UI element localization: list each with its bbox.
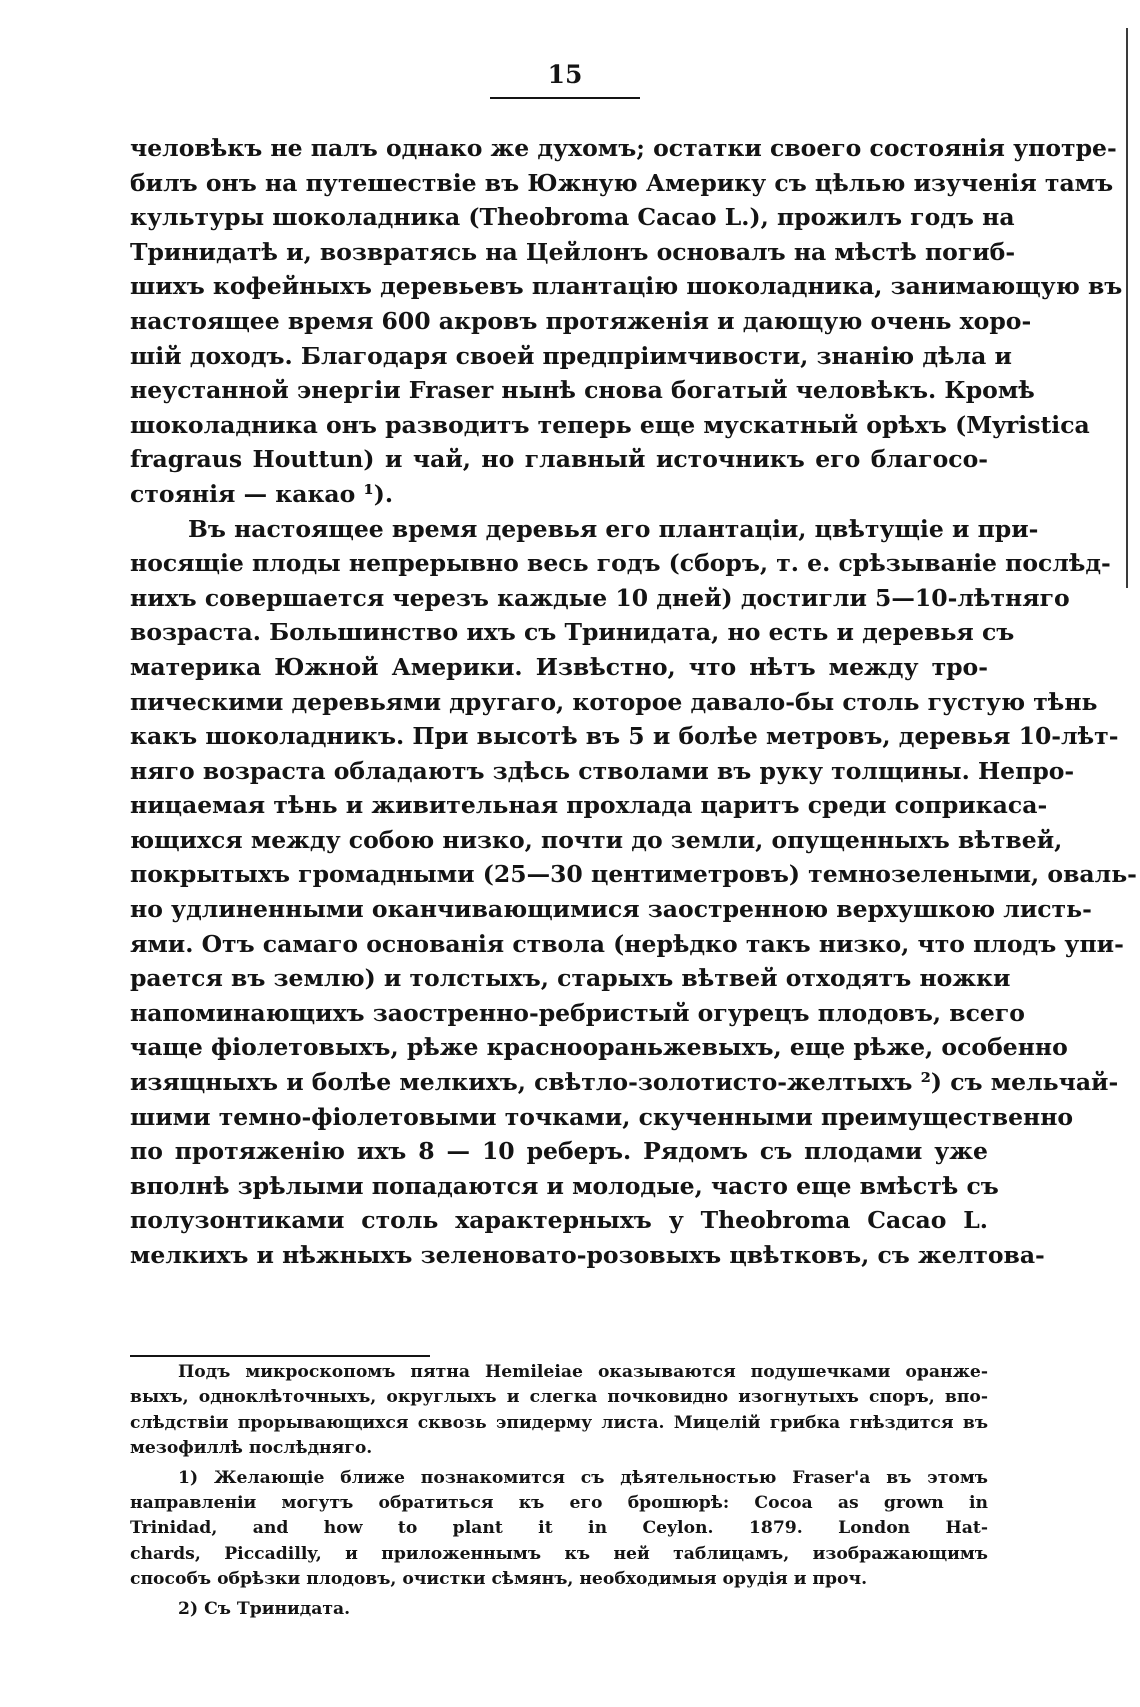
- body-line: напоминающихъ заостренно-ребристый огурецъ плодовъ, всего: [130, 998, 1025, 1027]
- body-line: вполнѣ зрѣлыми попадаются и молодые, часто еще вмѣстѣ съ: [130, 1171, 999, 1200]
- footnote-line: направленіи могутъ обратиться къ его брошюрѣ: Cocoa as grown in: [130, 1492, 988, 1513]
- body-text: [130, 131, 1137, 1273]
- footnote-divider: [130, 1355, 430, 1357]
- footnote-line: 1) Желающіе ближе познакомится съ дѣятельностью Fraser'а въ этомъ: [178, 1467, 988, 1488]
- footnote-line: Trinidad, and how to plant it in Ceylon. 1879. London Hat-: [130, 1518, 988, 1539]
- body-line: рается въ землю) и толстыхъ, старыхъ вѣтвей отходятъ ножки: [130, 964, 1011, 993]
- page-number: 15: [490, 60, 640, 99]
- body-line: возраста. Большинство ихъ съ Тринидата, но есть и деревья съ: [130, 618, 1015, 647]
- scan-edge-line: [1126, 28, 1128, 588]
- body-line: Тринидатѣ и, возвратясь на Цейлонъ основалъ на мѣстѣ погиб-: [130, 237, 1016, 266]
- body-line: пическими деревьями другаго, которое давало-бы столь густую тѣнь: [130, 687, 1098, 716]
- body-line: материка Южной Америки. Извѣстно, что нѣтъ между тро-: [130, 652, 988, 681]
- body-line: шій доходъ. Благодаря своей предпріимчивости, знанію дѣла и: [130, 341, 1012, 370]
- body-line: ями. Отъ самаго основанія ствола (нерѣдко такъ низко, что плодъ упи-: [130, 929, 1124, 958]
- body-line: шими темно-фіолетовыми точками, скученными преимущественно: [130, 1102, 1074, 1131]
- body-line: мелкихъ и нѣжныхъ зеленовато-розовыхъ цвѣтковъ, съ желтова-: [130, 1241, 1045, 1269]
- body-line: по протяженію ихъ 8 — 10 реберъ. Рядомъ съ плодами уже: [130, 1137, 988, 1166]
- footnote-line: выхъ, одноклѣточныхъ, округлыхъ и слегка почковидно изогнутыхъ споръ, впо-: [130, 1387, 988, 1408]
- body-line: fragraus Houttun) и чай, но главный источникъ его благосо-: [130, 445, 988, 474]
- body-line: покрытыхъ громадными (25—30 центиметровъ) темнозелеными, оваль-: [130, 860, 1137, 889]
- body-line: человѣкъ не палъ однако же духомъ; остатки своего состоянія употре-: [130, 134, 1117, 162]
- body-line: шихъ кофейныхъ деревьевъ плантацію шоколадника, занимающую въ: [130, 272, 1123, 301]
- body-line: ницаемая тѣнь и живительная прохлада царитъ среди соприкаса-: [130, 791, 1048, 820]
- body-line: какъ шоколадникъ. При высотѣ въ 5 и болѣе метровъ, деревья 10-лѣт-: [130, 722, 1119, 751]
- footnote-line: слѣдствіи прорывающихся сквозь эпидерму листа. Мицелій грибка гнѣздится въ: [130, 1412, 988, 1433]
- body-line: носящіе плоды непрерывно весь годъ (сборъ, т. е. срѣзываніе послѣд-: [130, 549, 1111, 578]
- footnotes: [130, 1360, 988, 1622]
- body-line: чаще фіолетовыхъ, рѣже красноораньжевыхъ, еще рѣже, особенно: [130, 1033, 1068, 1062]
- body-line: билъ онъ на путешествіе въ Южную Америку съ цѣлью изученія тамъ: [130, 168, 1114, 197]
- body-line: неустанной энергіи Fraser нынѣ снова богатый человѣкъ. Кромѣ: [130, 376, 1035, 405]
- body-line: культуры шоколадника (Theobroma Cacao L.), прожилъ годъ на: [130, 203, 1015, 232]
- body-line: нихъ совершается черезъ каждые 10 дней) достигли 5—10-лѣтняго: [130, 583, 1070, 612]
- footnote-line: мезофиллѣ послѣдняго.: [130, 1438, 373, 1459]
- body-line: няго возраста обладаютъ здѣсь стволами въ руку толщины. Непро-: [130, 756, 1075, 785]
- body-line: но удлиненными оканчивающимися заостренною верхушкою листь-: [130, 895, 1092, 924]
- body-line: шоколадника онъ разводитъ теперь еще мускатный орѣхъ (Myristica: [130, 410, 1090, 439]
- body-line: стоянія — какао ¹).: [130, 479, 394, 508]
- footnote-line: chards, Piccadilly, и приложеннымъ къ ней таблицамъ, изображающимъ: [130, 1543, 988, 1564]
- body-line: Въ настоящее время деревья его плантаціи, цвѣтущіе и при-: [188, 514, 1039, 543]
- footnote-line: способъ обрѣзки плодовъ, очистки сѣмянъ, необходимыя орудія и проч.: [130, 1569, 868, 1590]
- footnote-line: Подъ микроскопомъ пятна Hemileiae оказываются подушечками оранже-: [178, 1362, 988, 1382]
- body-line: настоящее время 600 акровъ протяженія и дающую очень хоро-: [130, 306, 1032, 335]
- body-line: полузонтиками столь характерныхъ у Theobroma Cacao L.: [130, 1206, 988, 1235]
- body-line: ющихся между собою низко, почти до земли, опущенныхъ вѣтвей,: [130, 825, 1063, 854]
- footnote-line: 2) Съ Тринидата.: [178, 1598, 351, 1619]
- body-line: изящныхъ и болѣе мелкихъ, свѣтло-золотисто-желтыхъ ²) съ мельчай-: [130, 1068, 1119, 1097]
